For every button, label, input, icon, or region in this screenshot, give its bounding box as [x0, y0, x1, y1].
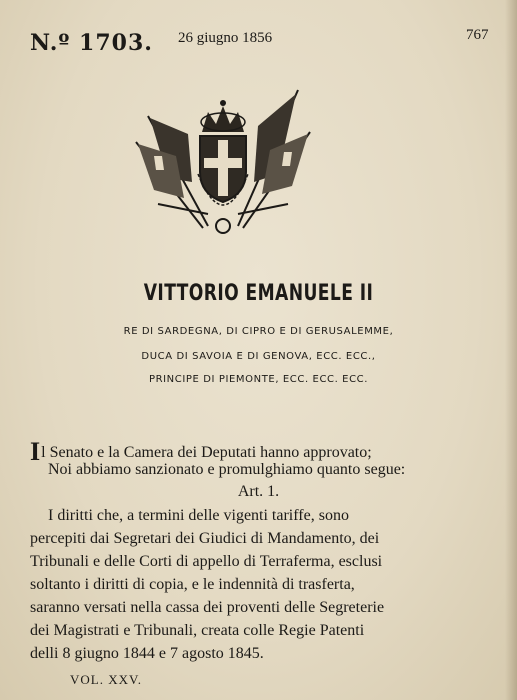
- article-line: Tribunali e delle Corti di appello di Terraferma, esclusi: [30, 553, 383, 570]
- page-number: 767: [466, 27, 489, 43]
- volume-label: VOL. XXV.: [70, 672, 142, 687]
- preamble-line-2: Noi abbiamo sanzionato e promulghiamo quanto segue:: [48, 461, 406, 478]
- article-line: delli 8 giugno 1844 e 7 agosto 1845.: [30, 645, 264, 662]
- title-line-2: DUCA DI SAVOIA E DI GENOVA, ECC. ECC.,: [141, 351, 376, 362]
- title-line-3: PRINCIPE DI PIEMONTE, ECC. ECC. ECC.: [148, 374, 369, 385]
- savoy-coat-of-arms-icon: [128, 86, 318, 246]
- decree-number: N.º 1703.: [30, 30, 153, 56]
- preamble-line-1-text: l Senato e la Camera dei Deputati hanno approvato;: [41, 444, 372, 461]
- drop-cap: I: [30, 437, 41, 466]
- title-line-1: RE DI SARDEGNA, DI CIPRO E DI GERUSALEMME,: [123, 326, 394, 337]
- king-name-heading: VITTORIO EMANUELE II: [143, 281, 374, 306]
- article-line: percepiti dai Segretari dei Giudici di Mandamento, dei: [30, 530, 380, 547]
- article-line: soltanto i diritti di copia, e le indennità di trasferta,: [30, 576, 355, 593]
- page-edge-shadow: [505, 0, 517, 700]
- article-line: saranno versati nella cassa dei proventi delle Segreterie: [30, 599, 385, 616]
- article-line: dei Magistrati e Tribunali, creata colle Regie Patenti: [30, 622, 365, 639]
- article-heading: Art. 1.: [237, 483, 280, 500]
- article-line: I diritti che, a termini delle vigenti tariffe, sono: [48, 507, 349, 524]
- decree-date: 26 giugno 1856: [178, 30, 273, 46]
